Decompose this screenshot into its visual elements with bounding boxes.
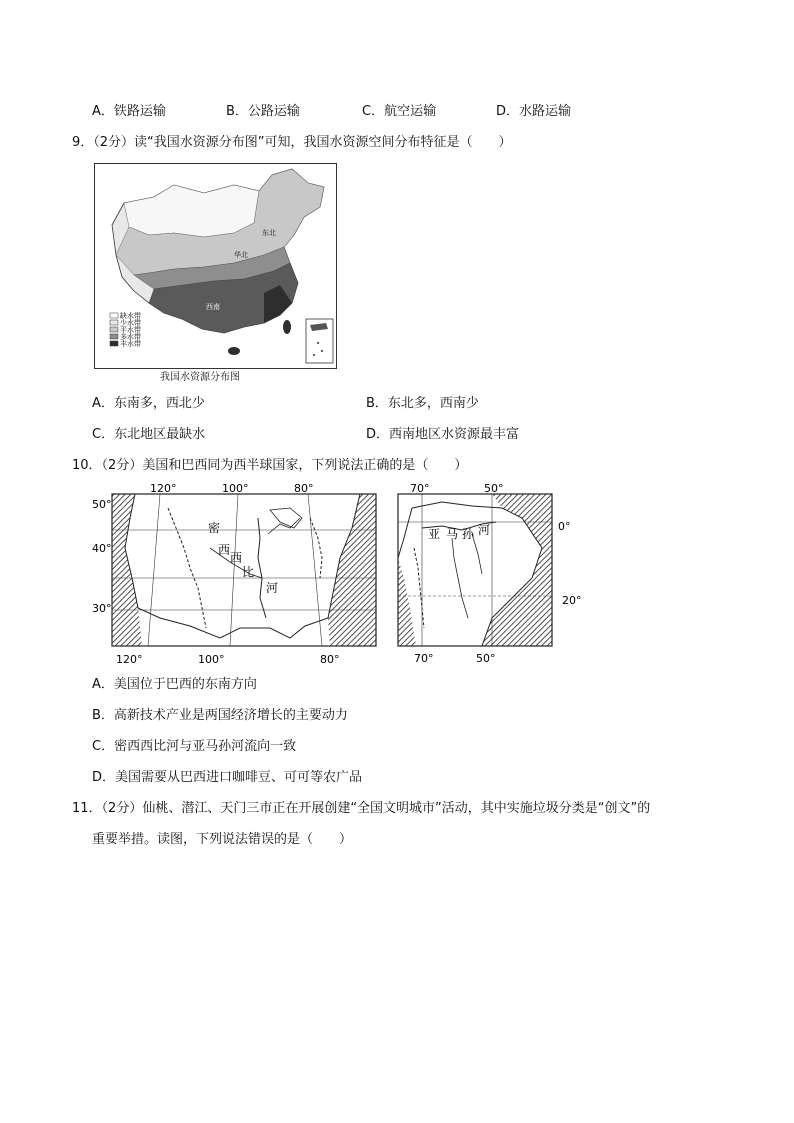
us-lon-bottom-80: 80° bbox=[320, 653, 340, 666]
legend-item-1: 少水带 bbox=[120, 319, 141, 327]
map-legend bbox=[110, 311, 141, 348]
q10-option-d: D．美国需要从巴西进口咖啡豆、可可等农广品 bbox=[92, 770, 363, 785]
q9-option-c: C．东北地区最缺水 bbox=[92, 427, 206, 442]
us-river-char-5: 河 bbox=[266, 581, 279, 595]
us-lon-top-120: 120° bbox=[150, 482, 177, 495]
br-lat-20: 20° bbox=[562, 594, 582, 607]
us-river-char-1: 密 bbox=[208, 521, 221, 535]
q9-stem: 9．（2分）读“我国水资源分布图”可知，我国水资源空间分布特征是（ ） bbox=[72, 135, 512, 150]
us-lon-top-80: 80° bbox=[294, 482, 314, 495]
us-map-svg bbox=[90, 478, 380, 666]
legend-item-4: 丰水带 bbox=[120, 340, 141, 348]
us-lon-bottom-100: 100° bbox=[198, 653, 225, 666]
q11-stem-line1: 11．（2分）仙桃、潜江、天门三市正在开展创建“全国文明城市”活动，其中实施垃圾分类是“创文”的 bbox=[72, 801, 651, 816]
us-river-char-4: 比 bbox=[242, 565, 255, 579]
q9-option-b: B．东北多，西南少 bbox=[366, 396, 479, 411]
br-river-char-2: 马 bbox=[446, 527, 459, 541]
brazil-map-svg bbox=[392, 478, 592, 666]
br-river-char-4: 河 bbox=[478, 523, 491, 537]
q10-stem: 10．（2分）美国和巴西同为西半球国家，下列说法正确的是（ ） bbox=[72, 458, 468, 473]
us-lon-bottom-120: 120° bbox=[116, 653, 143, 666]
q10-option-a: A．美国位于巴西的东南方向 bbox=[92, 677, 257, 692]
map-label-northeast: 东北 bbox=[262, 229, 276, 237]
q9-option-a: A．东南多，西北少 bbox=[92, 396, 205, 411]
legend-item-2: 平水带 bbox=[120, 326, 141, 334]
q8-option-b: B．公路运输 bbox=[226, 104, 300, 119]
q11-stem-line2: 重要举措。读图，下列说法错误的是（ ） bbox=[92, 832, 353, 847]
q9-option-d: D．西南地区水资源最丰富 bbox=[366, 427, 520, 442]
br-river-char-3: 孙 bbox=[462, 527, 475, 541]
q8-option-c: C．航空运输 bbox=[362, 104, 437, 119]
us-lat-30: 30° bbox=[92, 602, 112, 615]
br-lon-top-50: 50° bbox=[484, 482, 504, 495]
us-lon-top-100: 100° bbox=[222, 482, 249, 495]
br-river-char-1: 亚 bbox=[428, 527, 441, 541]
q10-option-b: B．高新技术产业是两国经济增长的主要动力 bbox=[92, 708, 348, 723]
br-lon-top-70: 70° bbox=[410, 482, 430, 495]
legend-item-0: 缺水带 bbox=[120, 312, 141, 320]
us-lat-40: 40° bbox=[92, 542, 112, 555]
us-lat-50: 50° bbox=[92, 498, 112, 511]
q8-option-d: D．水路运输 bbox=[496, 104, 572, 119]
brazil-map bbox=[392, 478, 592, 666]
br-lon-bottom-50: 50° bbox=[476, 652, 496, 665]
us-river-char-2: 西 bbox=[218, 543, 231, 557]
china-water-map bbox=[94, 163, 337, 369]
q10-option-c: C．密西西比河与亚马孙河流向一致 bbox=[92, 739, 297, 754]
us-river-char-3: 西 bbox=[230, 551, 243, 565]
map-label-southwest: 西南 bbox=[206, 303, 220, 311]
legend-item-3: 多水带 bbox=[120, 333, 141, 341]
q9-figure-caption: 我国水资源分布图 bbox=[160, 372, 240, 383]
china-water-map-svg bbox=[94, 163, 337, 369]
us-map bbox=[90, 478, 380, 666]
br-lon-bottom-70: 70° bbox=[414, 652, 434, 665]
q8-option-a: A．铁路运输 bbox=[92, 104, 166, 119]
br-lat-0: 0° bbox=[558, 520, 571, 533]
map-label-north: 华北 bbox=[234, 251, 248, 259]
